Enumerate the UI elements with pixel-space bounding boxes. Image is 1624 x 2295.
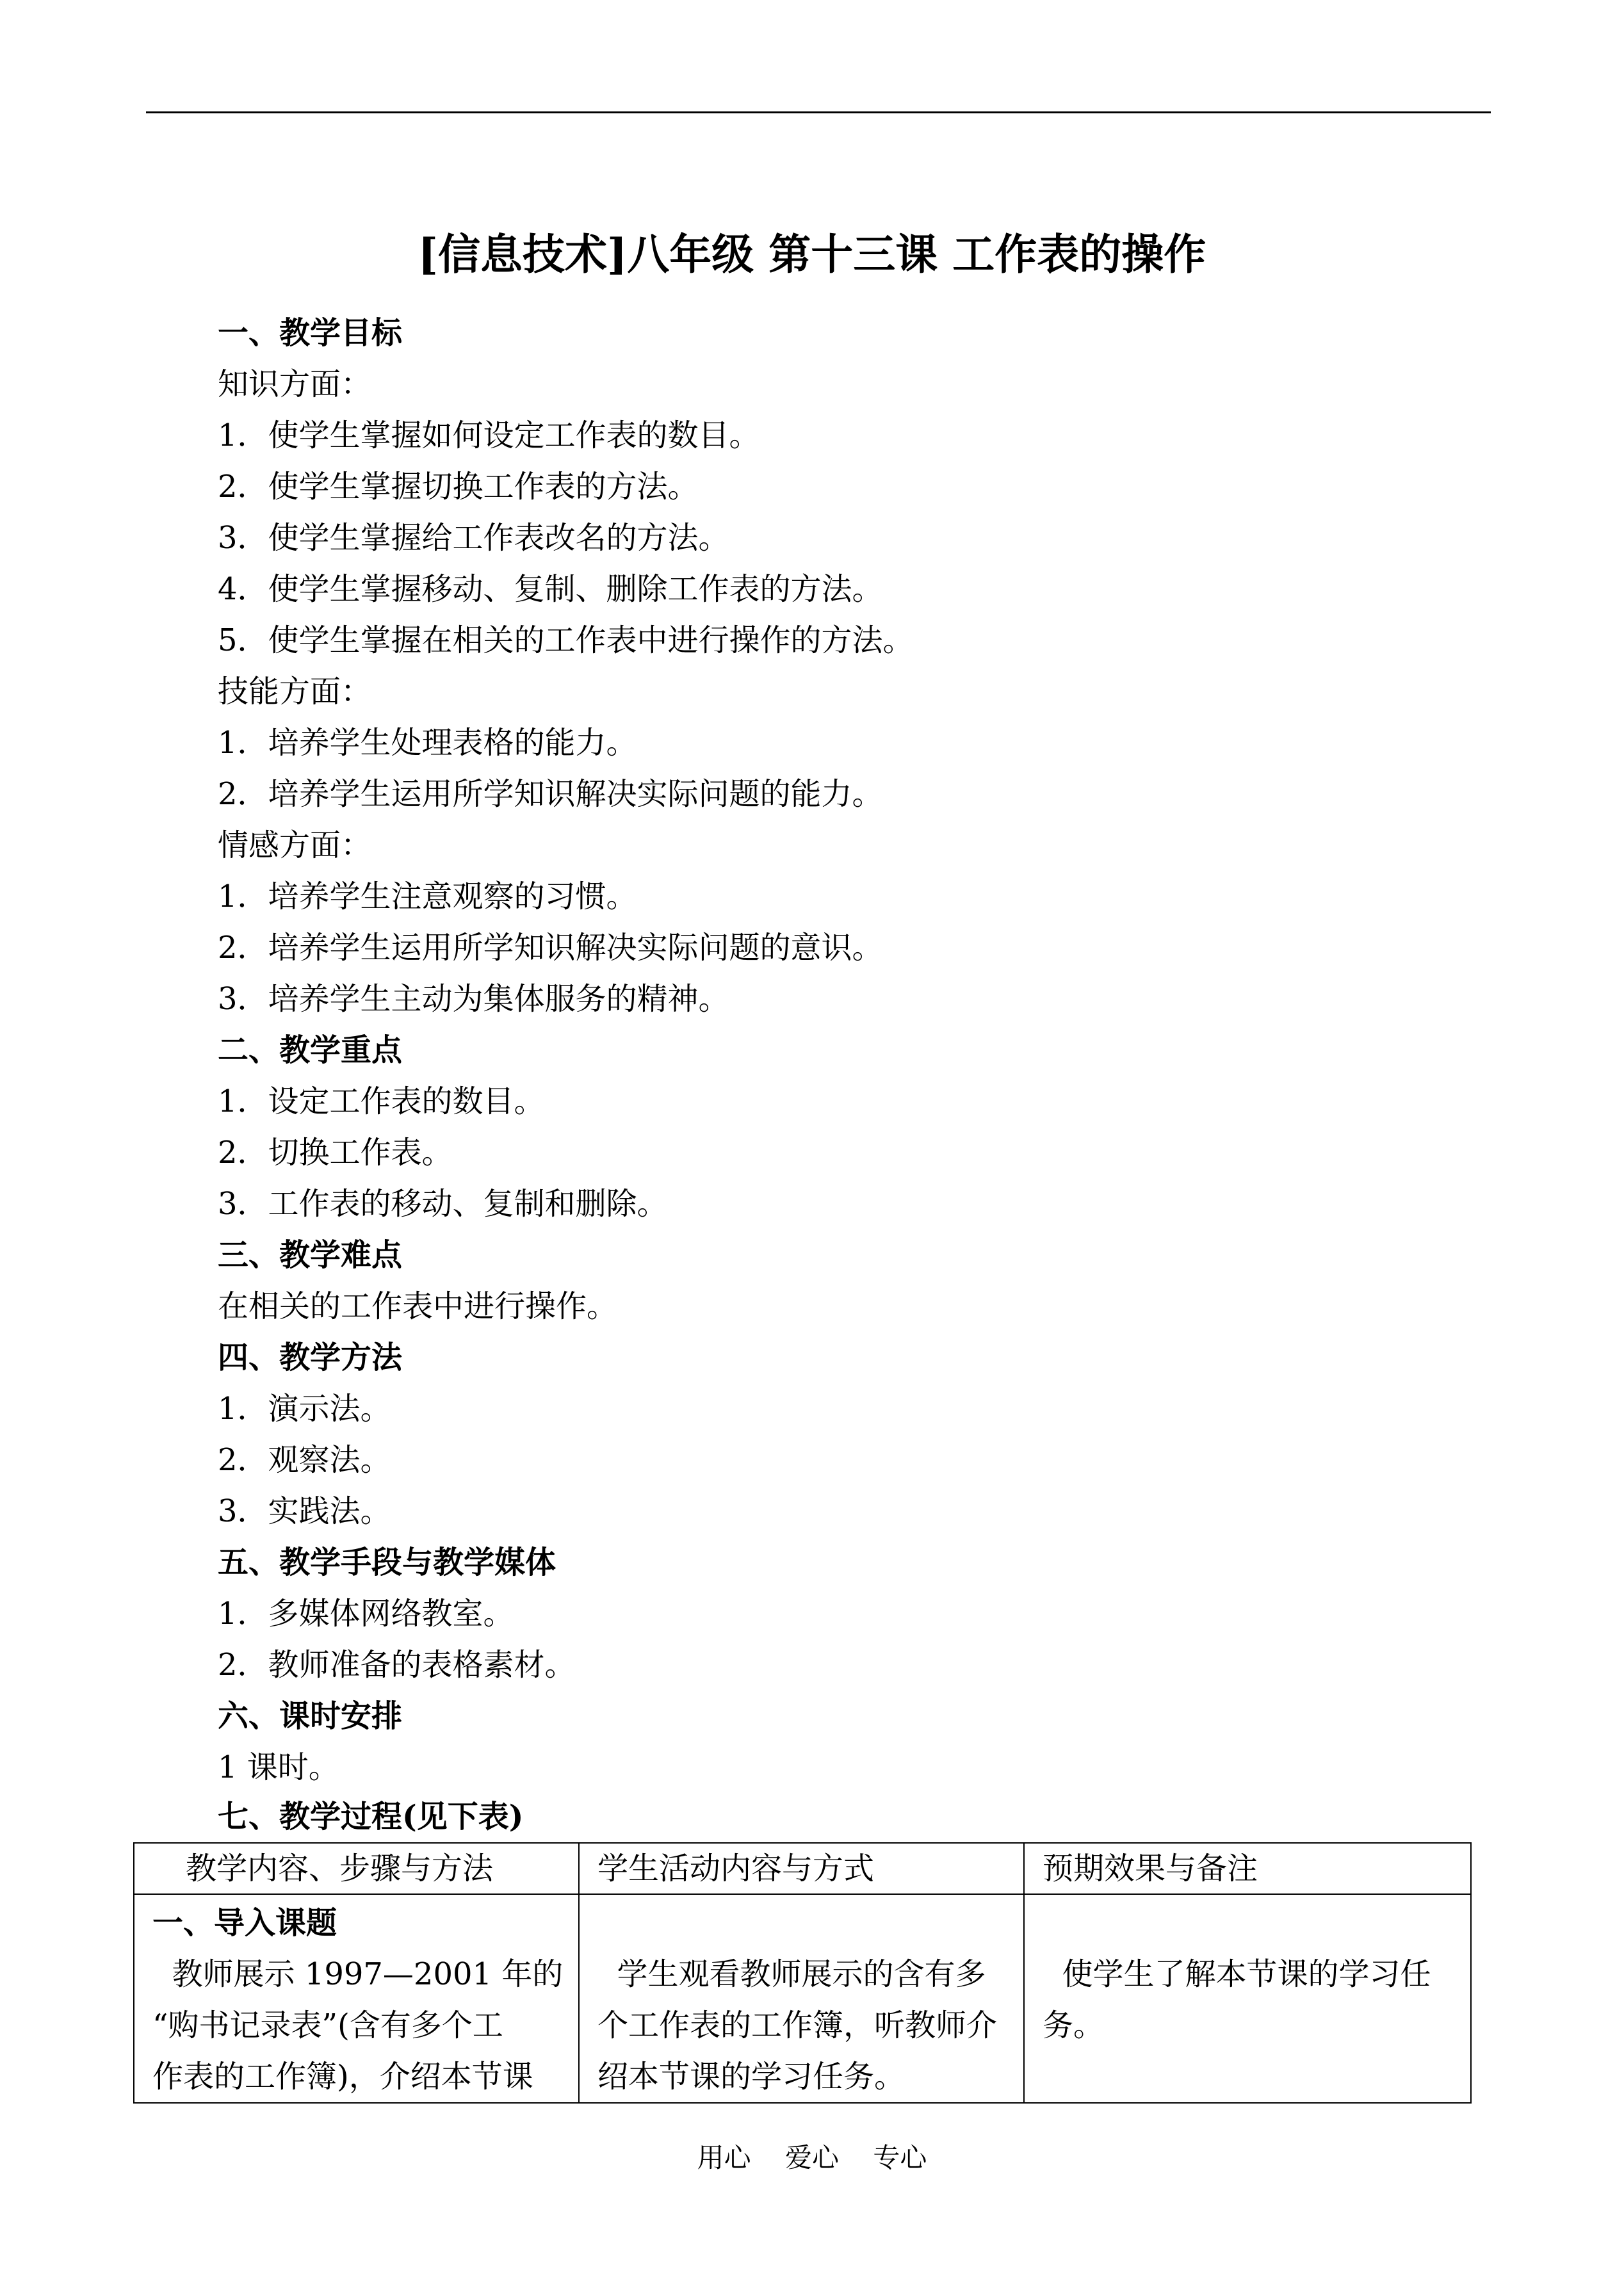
body-line: 2．使学生掌握切换工作表的方法。 <box>218 469 699 505</box>
table-cell-student-activity <box>579 1894 1024 2103</box>
body-line: 2．培养学生运用所学知识解决实际问题的意识。 <box>218 930 883 966</box>
body-line: 技能方面： <box>218 674 372 710</box>
cell-line: 绍本节课的学习任务。 <box>597 2059 905 2095</box>
body-line: 4．使学生掌握移动、复制、删除工作表的方法。 <box>218 571 883 607</box>
body-line: 在相关的工作表中进行操作。 <box>218 1288 618 1324</box>
section-heading: 二、教学重点 <box>218 1032 403 1068</box>
header-rule <box>146 111 1491 113</box>
cell-line: “购书记录表”(含有多个工 <box>152 2007 503 2043</box>
table-cell-expected-effect <box>1024 1894 1471 2103</box>
section-heading-process: 七、教学过程(见下表) <box>218 1799 524 1835</box>
document-body <box>218 307 1466 1793</box>
table-header-content: 教学内容、步骤与方法 <box>134 1843 579 1894</box>
section-heading: 三、教学难点 <box>218 1237 403 1273</box>
body-line: 1．演示法。 <box>218 1391 391 1427</box>
body-line: 2．切换工作表。 <box>218 1135 453 1171</box>
body-line: 5．使学生掌握在相关的工作表中进行操作的方法。 <box>218 622 914 658</box>
body-line: 1．多媒体网络教室。 <box>218 1596 514 1632</box>
cell-heading: 一、导入课题 <box>152 1905 337 1941</box>
cell-text <box>152 1949 564 2102</box>
body-line: 2．教师准备的表格素材。 <box>218 1647 576 1683</box>
section-heading: 六、课时安排 <box>218 1698 403 1734</box>
section-heading: 五、教学手段与教学媒体 <box>218 1545 556 1580</box>
body-line: 知识方面： <box>218 366 372 402</box>
cell-line: 务。 <box>1043 2007 1105 2043</box>
body-line: 2．观察法。 <box>218 1442 391 1478</box>
table-row <box>134 1894 1471 2103</box>
body-line: 1．培养学生注意观察的习惯。 <box>218 879 637 914</box>
document-title: [信息技术]八年级 第十三课 工作表的操作 <box>418 229 1206 279</box>
body-line: 3．培养学生主动为集体服务的精神。 <box>218 981 729 1017</box>
body-line: 2．培养学生运用所学知识解决实际问题的能力。 <box>218 776 883 812</box>
table-header-row <box>134 1843 1471 1894</box>
cell-text <box>597 1949 1005 2102</box>
teaching-process-table <box>133 1842 1472 2104</box>
cell-text <box>1043 1949 1452 2051</box>
cell-line: 学生观看教师展示的含有多 <box>597 1956 986 1992</box>
cell-line: 个工作表的工作簿，听教师介 <box>597 2007 998 2043</box>
body-line: 情感方面： <box>218 827 372 863</box>
cell-line: 教师展示 1997—2001 年的 <box>152 1956 564 1992</box>
cell-line: 作表的工作簿)，介绍本节课 <box>152 2059 533 2095</box>
body-line: 3．工作表的移动、复制和删除。 <box>218 1186 668 1222</box>
page-footer: 用心 爱心 专心 <box>697 2142 927 2173</box>
table-header-expected-effect: 预期效果与备注 <box>1024 1843 1471 1894</box>
body-line: 1．培养学生处理表格的能力。 <box>218 725 637 761</box>
body-line: 1．设定工作表的数目。 <box>218 1083 545 1119</box>
body-line: 1．使学生掌握如何设定工作表的数目。 <box>218 418 760 453</box>
body-line: 3．实践法。 <box>218 1493 391 1529</box>
section-heading: 四、教学方法 <box>218 1340 403 1375</box>
table-header-student-activity: 学生活动内容与方式 <box>579 1843 1024 1894</box>
body-line: 3．使学生掌握给工作表改名的方法。 <box>218 520 729 556</box>
cell-line: 使学生了解本节课的学习任 <box>1043 1956 1431 1992</box>
table-cell-content <box>134 1894 579 2103</box>
section-heading: 一、教学目标 <box>218 315 403 351</box>
body-line: 1 课时。 <box>218 1749 339 1785</box>
